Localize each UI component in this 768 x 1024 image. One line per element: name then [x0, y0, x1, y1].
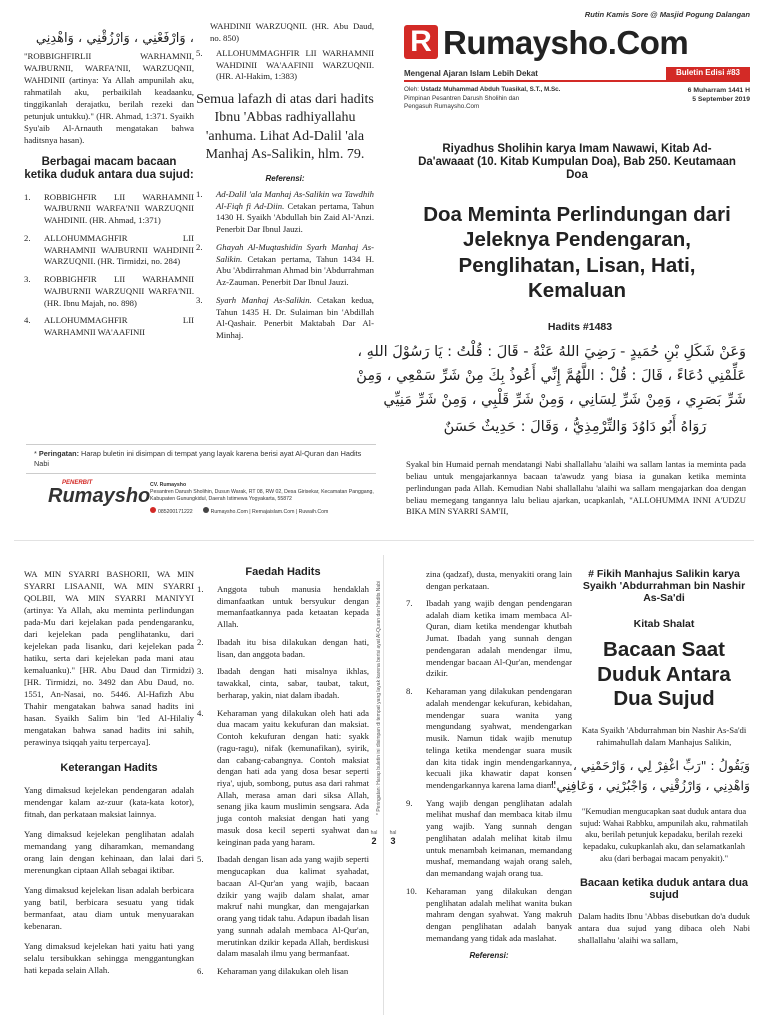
article-title: Bacaan Saat Duduk Antara Dua Sujud: [597, 638, 731, 711]
section-heading: Keterangan Hadits: [60, 762, 158, 774]
arabic-text: ، وَارْفَعْنِي ، وَارْزُقْنِي ، وَاهْدِنِي: [35, 31, 194, 46]
list-item: 5. ALLOHUMMAGHFIR LII WARHAMNII WAHDINII WA'AAFINII WARZUQNII. (HR. Al-Hakim, 1:383): [196, 48, 374, 82]
paragraph: WA MIN SYARRI BASHORII, WA MIN SYARRI LISAANII, WA MIN SYARRI QOLBII, WA MIN SYARRI MANIYYI (artinya: Ya Allah, aku meminta perlindungan pada-Mu dari kejelakan pada pendengaranku, dari kejelekan pada penglihatanku, dari kejelekan pada lisanku, dari kejelekan pada hatiku, serta dari kejelekan pada mani atau kemaluanku)." [HR. Abu Daud dan Tirmidzi) [HR. Tirmidzi, no. 3492 dan Abu Daud, no. 1551, An-Nasai, no. 5446. Al-Hafizh Abu Thahir mengatakan bahwa sanad hadits ini hasan. Syaikh Salim bin 'Ied Al-Hilaliy mengatakan bahwa sanad hadits ini sahih, perawinya tsiqqah yaitu terpercaya].: [24, 569, 194, 747]
highlight-quote: Semua lafazh di atas dari hadits Ibnu 'Abbas radhiyallahu 'anhuma. Lihat Ad-Dalil 'ala Manhaj As-Salikin, hlm. 79.: [196, 92, 374, 162]
paragraph: "ROBBIGHFIRLII WARHAMNII, WAJBURNII, WARFA'NII, WARZUQNII, WAHDINII (artinya: Ya Allah ampunilah aku, rahmatilah aku, perbaikilah keadaanku, tinggikanlah derajatku, berilah rezeki dan petunjuk untukku)." (HR. Ahmad, 1:371. Syaikh Syu'aib Al-Arnauth mengatakan bahwa haditsnya hasan).: [24, 51, 194, 146]
phone-icon: [150, 507, 156, 513]
brand-logo: [404, 25, 750, 59]
list-item: 7. Ibadah yang wajib dengan pendengaran adalah diam ketika imam membaca Al-Quran, diam ketika mendengar khutbah Jumat. Ibadah yang sunnah dengan pendengaran adalah mendengar ilmu, mendengar bacaan Al-Qur'an, mendengar dzikir.: [406, 598, 572, 679]
notice-text: Harap buletin ini disimpan di tempat yang layak karena berisi ayat Al-Quran dan Hadits Nabi: [34, 449, 362, 469]
header: [404, 10, 750, 112]
list-item: 3. Ibadah dengan hati misalnya ikhlas, tawakkal, cinta, sabar, taubat, takut, berharap, yakin, niat dalam ibadah.: [197, 666, 369, 700]
paragraph: WAHDINII WARZUQNII. (HR. Abu Daud, no. 850): [210, 21, 374, 43]
source-heading: Riyadhus Sholihin karya Imam Nawawi, Kitab Ad-Da'awaaat (10. Kitab Kumpulan Doa), Bab 250. Keutamaan Doa: [418, 143, 736, 182]
author-role: Pengasuh Rumaysho.Com: [404, 103, 480, 110]
arabic-line: شَرِّ بَصَرِي ، وَمِنْ شَرِّ لِسَانِي ، وَمِنْ شَرِّ قَلْبِي ، وَمِنْ شَرِّ مَنِيِّي: [383, 392, 746, 408]
header-bar: [404, 67, 750, 82]
col1-top: [24, 30, 194, 345]
arabic-line: وَعَنْ شَكَلِ بْنِ حُمَيدٍ - رَضِيَ اللهُ عَنْهُ - قَالَ : قُلْتُ : يَا رَسُوْلَ اللهِ ،: [357, 344, 746, 360]
list-item: 1. Anggota tubuh manusia hendaklah dimanfaatkan untuk bersyukur dengan memanfaatkannya pada ketaatan kepada Allah.: [197, 584, 369, 630]
quote-translation: "Kemudian mengucapkan saat duduk antara dua sujud: Wahai Rabbku, ampunilah aku, rahmatilah aku, berilah petunjuk kepadaku, berilah rezeki kepadaku, cukupkanlah aku, dan selamatkanlah aku (dari berbagai macam penyakit).": [580, 805, 748, 863]
list: [406, 598, 572, 945]
divider: [14, 540, 754, 541]
notice-box: * Peringatan: Harap buletin ini disimpan di tempat yang layak karena berisi ayat Al-Quran dan Hadits Nabi: [26, 444, 376, 474]
side-notice: * Peringatan: Harap buletin ini disimpan di tempat yang layak karena berisi ayat Al-Quran dan Hadits Nabi: [376, 580, 382, 815]
section-heading: Berbagai macam bacaan ketika duduk antara dua sujud:: [24, 156, 194, 182]
paragraph: zina (qadzaf), dusta, menyakiti orang lain dengan perkataan.: [426, 569, 572, 591]
references-title: Referensi:: [469, 950, 509, 960]
fikih-heading: # Fikih Manhajus Salikin karya Syaikh 'Abdurrahman bin Nashir As-Sa'di: [582, 568, 746, 605]
globe-icon: [203, 507, 209, 513]
page-number-right: hal 3: [389, 830, 397, 846]
hadith-number: Hadits #1483: [547, 321, 613, 333]
kitab-label: Kitab Shalat: [633, 618, 695, 631]
paragraph: Yang dimaksud kejelekan penglihatan adalah memandang yang diharamkan, memandang orang lain dengan kehinaan, dan lalai dari merenungkan ciptaan Allah sebagai iktibar.: [24, 829, 194, 875]
paragraph: Yang dimaksud kejelekan pendengaran adalah mendengar kalam az-zuur (kata-kata kotor), fitnah, dan perkataan maksiat lainnya.: [24, 785, 194, 819]
arabic-line: عَلِّمْنِي دُعَاءً ، قَالَ : قُلْ : اللَّهُمَّ إِنِّي أَعُوذُ بِكَ مِنْ شَرِّ سَمْعِي ، وَمِنْ: [356, 368, 746, 384]
arabic-hadith: [356, 340, 746, 442]
intro-paragraph: Syakal bin Humaid pernah mendatangi Nabi shallallahu 'alaihi wa sallam lantas ia meminta pada beliau untuk mengajarkannya bacaan ta'awudz yang biasa ia gunakan ketika meminta perlindungan pada Allah. Kemudian Nabi shallallahu 'alaihi wa sallam mengajarkan doa dengan beliau memegang tangannya lalu beliau ajarkan, ucapkanlah, "ALLOHUMMA INNI A'UDZU BIKA MIN SYARRI SAM'II,: [406, 459, 746, 517]
arabic-line: وَيَقُولُ : "رَبِّ اغْفِرْ لِي ، وَارْحَمْنِي ،: [572, 757, 750, 773]
list-item: 4. ALLOHUMMAGHFIR LII WARHAMNII WA'AAFINII: [24, 315, 194, 337]
arabic-line: رَوَاهُ أَبُو دَاوُدَ وَالتِّرْمِذِيُّ ، وَقَالَ : حَدِيثٌ حَسَنٌ: [443, 419, 707, 435]
list-item: 8. Keharaman yang dilakukan pendengaran adalah mendengar kekufuran, kebidahan, mendengar suara wanita yang mengundang syahwat, mendengarkan musik. Namun tidak wajib menutup telinga ketika mendengar suara musik dan kita tidak ingin mendengarkannya, kecuali jika khawatir dapat konsen mendengarkannya karena lama diam.: [406, 686, 572, 791]
tagline: Rutin Kamis Sore @ Masjid Pogung Dalangan: [584, 10, 750, 19]
list: [197, 584, 369, 978]
col2-top: [196, 20, 374, 348]
publisher-footer: [30, 478, 375, 520]
paragraph: Kata Syaikh 'Abdurrahman bin Nashir As-Sa'di rahimahullah dalam Manhajus Salikin,: [581, 724, 747, 747]
date-masehi: 5 September 2019: [692, 96, 750, 104]
publisher-company: CV. Rumaysho: [150, 482, 187, 488]
date-hijri: 6 Muharram 1441 H: [687, 87, 750, 94]
page-number-left: hal 2: [370, 830, 378, 846]
publisher-name: Rumaysho: [48, 485, 151, 507]
logo-text: Rumaysho.Com: [443, 23, 689, 61]
paragraph: Yang dimaksud kejelekan hati yaitu hati yang selalu tersibukkan sehingga menggantungkan hati kepada selain Allah.: [24, 941, 194, 975]
list-item: 4. Keharaman yang dilakukan oleh hati ada dua macam yaitu kekufuran dan maksiat. Contoh kekufuran dengan hati: syakk (ragu-ragu), nifak (kemunafikan), syirik, dan cabang-cabangnya. Contoh maksiat dengan hati ada yang dosa besar seperti riya', ujub, sombong, putus asa dari rahmat Allah, merasa aman dari siksa Allah, senang jika kaum muslimin sengsara. Ada juga contoh maksiat dengan hati yang masuk dosa kecil seperti syahwat dan keinginan pada yang haram.: [197, 707, 369, 847]
author-role: Pimpinan Pesantren Darush Sholihin dan: [404, 94, 520, 102]
page-title: Doa Meminta Perlindungan dari Jeleknya Pendengaran, Penglihatan, Lisan, Hati, Kemaluan: [423, 203, 731, 303]
arabic-line: وَاهْدِنِي ، وَارْزُقْنِي ، وَاجْبُرْنِي ، وَعَافِنِي": [550, 777, 750, 793]
bottom-col1: [24, 568, 194, 976]
list-item: 3. ROBBIGHFIR LII WARHAMNII WAJBURNII WARZUQNII WARFA'NII. (HR. Ibnu Majah, no. 898): [24, 274, 194, 308]
bottom-col2: [197, 566, 369, 984]
edition-badge: Buletin Edisi #83: [666, 67, 750, 80]
references-title: Referensi:: [265, 173, 305, 183]
bottom-col4: [550, 568, 750, 946]
author-row: [404, 86, 750, 112]
list: [24, 192, 194, 339]
list-item: 5. Ibadah dengan lisan ada yang wajib seperti mengucapkan dua kalimat syahadat, bacaan Al-Qur'an yang wajib, bacaan dzikir yang wajib dalam shalat, amar makruf nahi mungkar, dan mengajarkan orang yang tidak tahu. Adapun ibadah lisan yang sunnah adalah membaca Al-Qur'an, merutinkan dzikir kepada Allah, berdiskusi dalam masalah ilmu yang bermanfaat.: [197, 854, 369, 959]
list-item: 2. ALLOHUMMAGHFIR LII WARHAMNII WAJBURNII WAHDINII WARZUQNII. (HR. Tirmidzi, no. 284): [24, 232, 194, 267]
author-prefix: Oleh:: [404, 86, 421, 93]
logo-r-icon: R: [404, 25, 438, 59]
list-item: 2. Ibadah itu bisa dilakukan dengan hati, lisan, dan anggota badan.: [197, 636, 369, 659]
notice-label: Peringatan:: [38, 449, 80, 458]
paragraph: Yang dimaksud kejelekan lisan adalah berbicara yang batil, berbicara sesuatu yang tidak bermanfaat, atau diam untuk menyuarakan kebenaran.: [24, 885, 194, 931]
list-item: 1. ROBBIGHFIR LII WARHAMNII WAJBURNII WARFA'NII WARZUQNII WAHDINII. (HR. Ahmad, 1:371): [24, 191, 194, 226]
author-name: Ustadz Muhammad Abduh Tuasikal, S.T., M.Sc.: [420, 86, 561, 93]
phone-info: 085200171222: [150, 507, 193, 516]
publisher-address: Pesantren Darush Sholihin, Dusun Warak, RT 08, RW 02, Desa Girisekar, Kecamatan Panggang, Kabupaten Gunungkidul, Daerah Istimewa Yogyakarta, 55872: [150, 489, 374, 503]
section-heading: Faedah Hadits: [245, 566, 321, 578]
bottom-col3: [406, 568, 572, 960]
list: [196, 48, 374, 83]
center-divider: [383, 555, 384, 1015]
paragraph: Dalam hadits Ibnu 'Abbas disebutkan do'a duduk antara dua sujud yang dibaca oleh Nabi shallallahu 'alaihi wa sallam,: [578, 910, 750, 945]
reference-item: 2. Ghayah Al-Muqtashidin Syarh Manhaj As-Salikin. Cetakan pertama, Tahun 1434 H. Abu 'Abdirrahman Ahmad bin 'Abdurrahman Az-Zauman. Penerbit Dar Ibnul Jauzi.: [196, 241, 374, 288]
subtitle: Mengenal Ajaran Islam Lebih Dekat: [404, 69, 538, 78]
list-item: 6. Keharaman yang dilakukan oleh lisan: [197, 966, 349, 977]
list-item: 9. Yang wajib dengan penglihatan adalah melihat mushaf dan membaca kitab ilmu yang wajib. Yang sunnah dengan penglihatan adalah melihat kitab ilmu untuk menambah keimanan, memandang mushaf, memandang wajah orang saleh, dan memandang wajah orang tua.: [406, 797, 572, 879]
publisher-logo: [48, 480, 150, 506]
list-item: 10. Keharaman yang dilakukan dengan penglihatan adalah melihat wanita bukan mahram dengan syahwat. Yang makruh dengan penglihatan adalah banyak memandang yang tidak ada maslahat.: [406, 885, 572, 943]
website-info: Rumaysho.Com | Remajaislam.Com | Ruwaih.Com: [203, 507, 329, 516]
reference-item: 3. Syarh Manhaj As-Salikin. Cetakan kedua, Tahun 1435 H. Dr. Sulaiman bin 'Abdillah Al-Qashair. Penerbit Maktabah Dar Al-Minhaj.: [196, 294, 374, 341]
references-list: [196, 189, 374, 342]
reference-item: 1. Ad-Dalil 'ala Manhaj As-Salikin wa Tawdhih Al-Fiqh fi Ad-Diin. Cetakan pertama, Tahun 1430 H. Syaikh 'Abdullah bin Zaid Al-'Anzi. Penerbit Dar Ibnul Jauzi.: [196, 188, 374, 235]
section-heading: Bacaan ketika duduk antara dua sujud: [579, 876, 749, 902]
publisher-label: PENERBIT: [62, 480, 93, 486]
